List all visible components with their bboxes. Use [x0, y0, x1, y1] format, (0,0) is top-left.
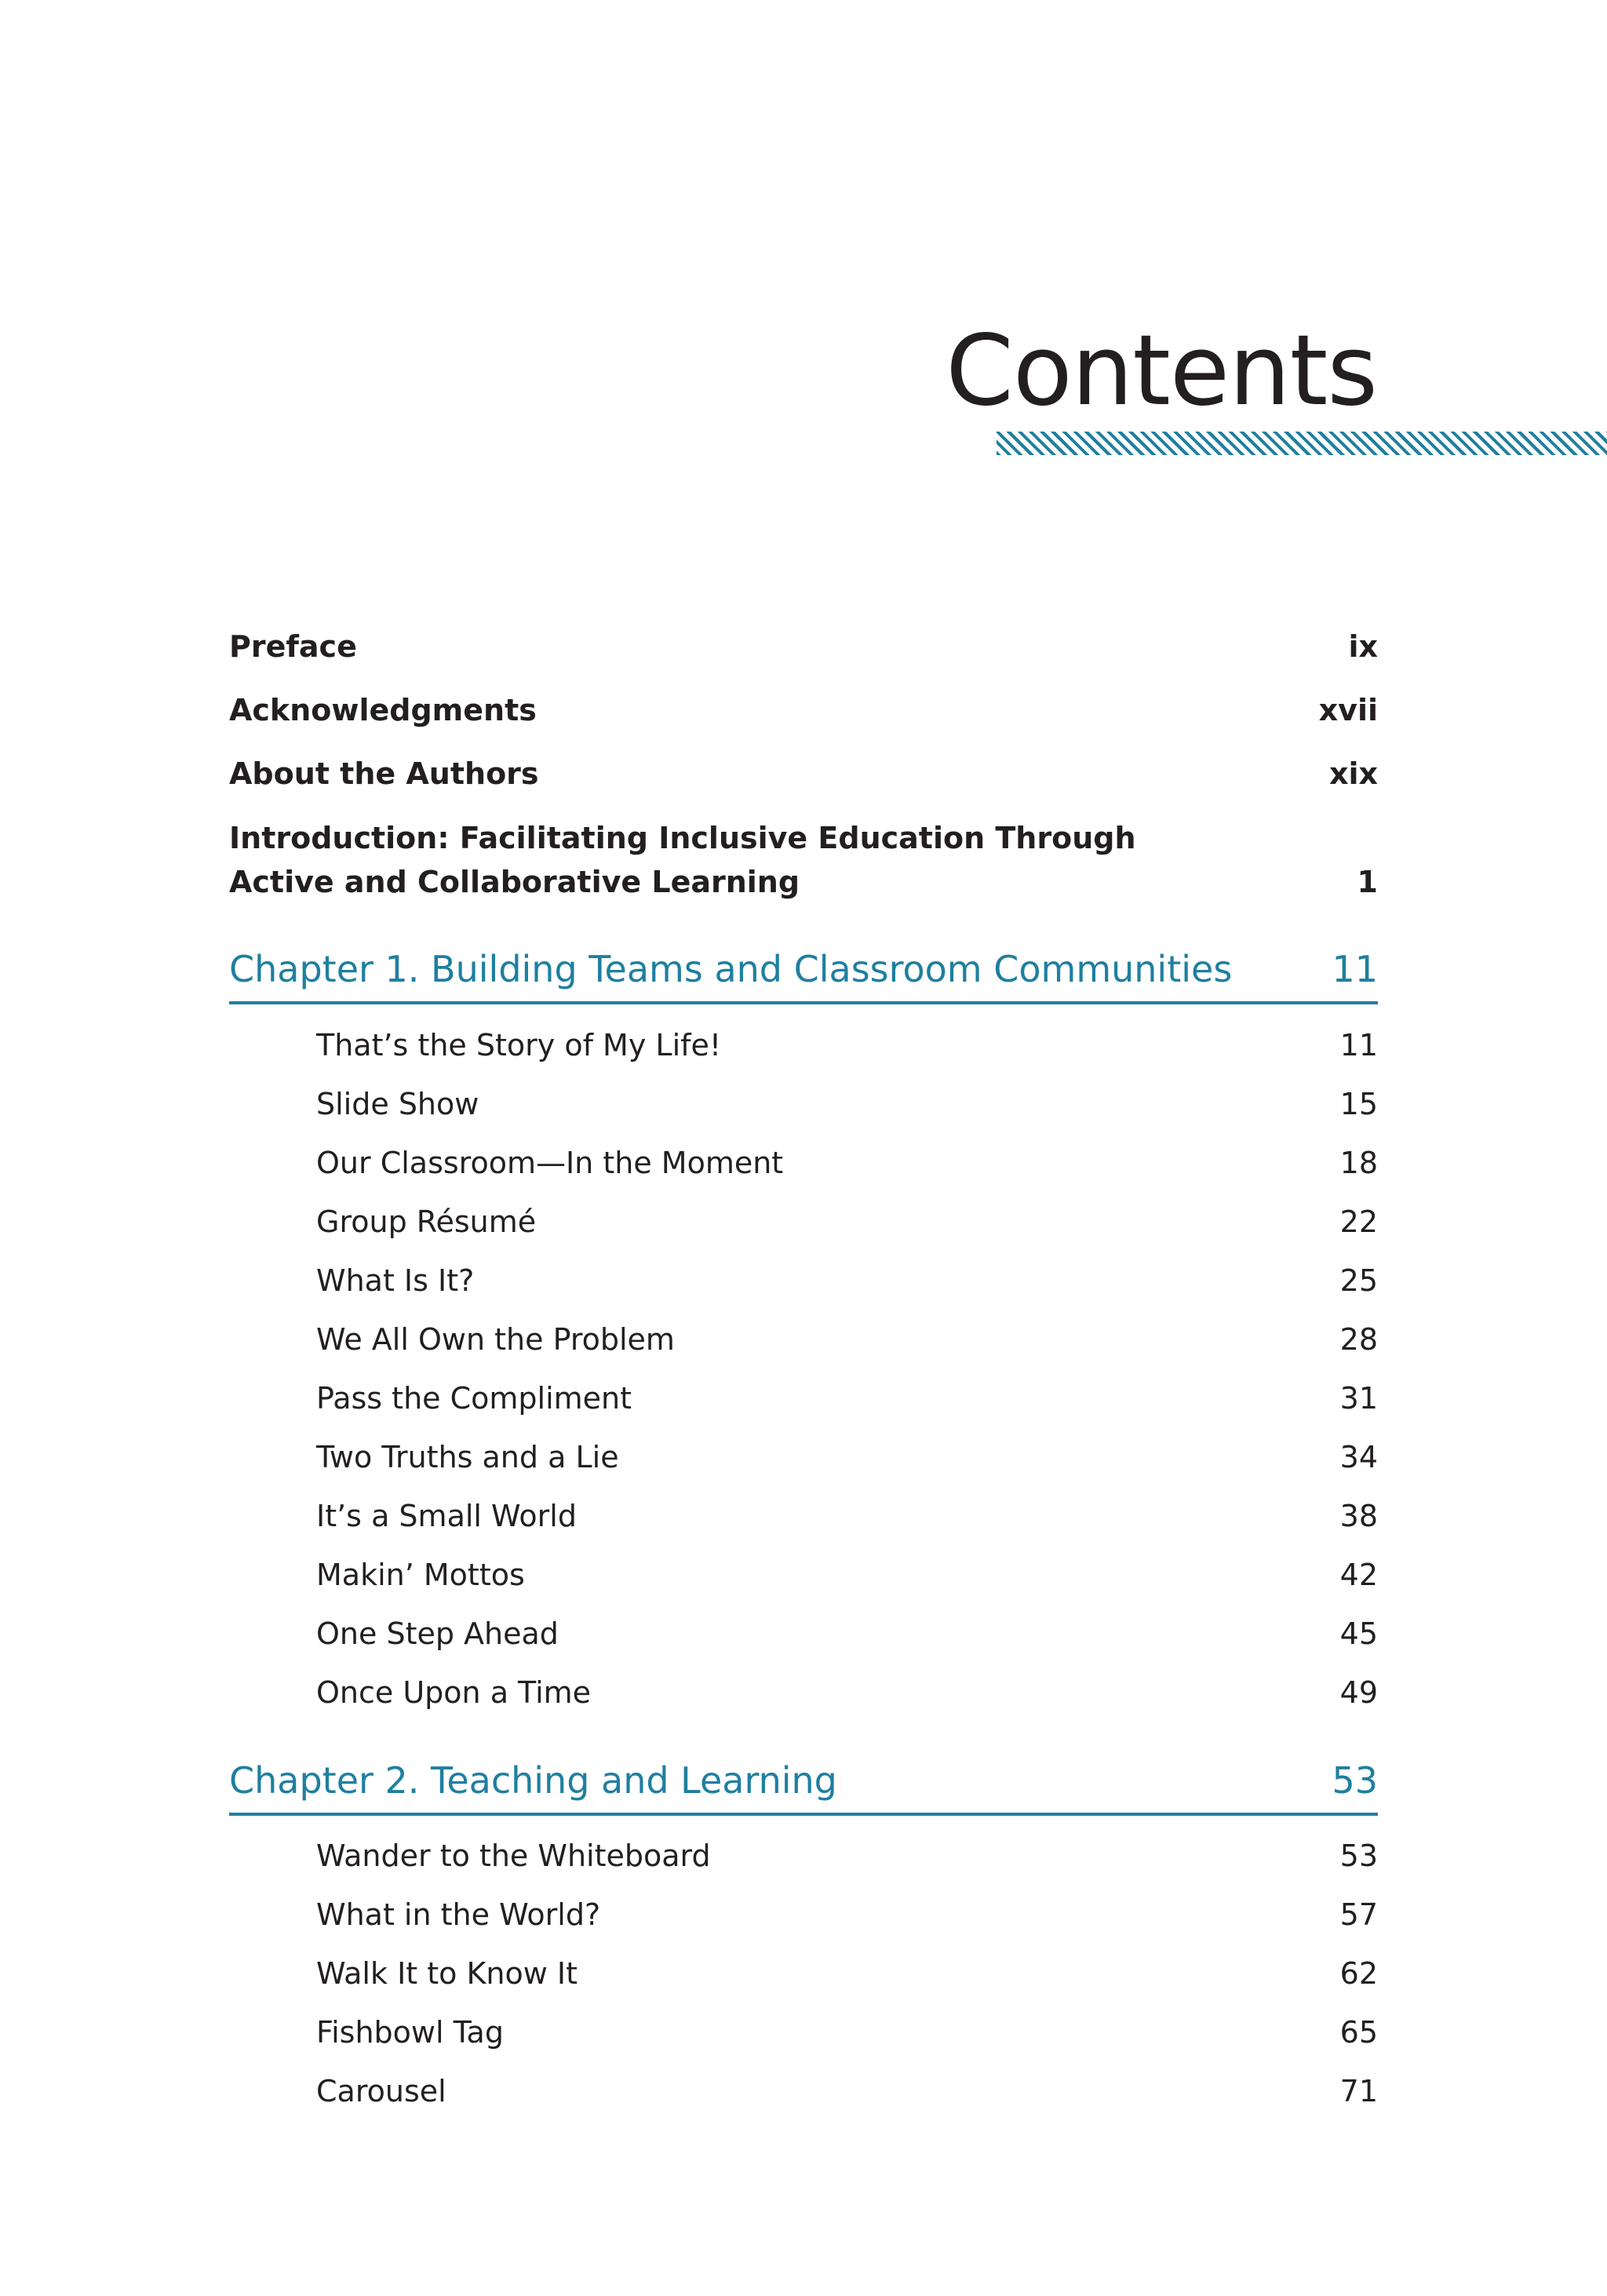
toc-entry-label: Preface [229, 629, 357, 664]
toc-entry-page: xix [1328, 756, 1378, 791]
toc-item-page: 34 [1339, 1440, 1378, 1474]
toc-item[interactable] [316, 1141, 1378, 1185]
toc-entry-label-line2: Active and Collaborative Learning [229, 865, 800, 899]
toc-item-page: 65 [1339, 2015, 1378, 2050]
toc-item-label: One Step Ahead [316, 1616, 559, 1651]
page-title: Contents [946, 315, 1377, 428]
toc-item-label: Two Truths and a Lie [316, 1440, 619, 1474]
toc-item-page: 11 [1339, 1028, 1378, 1062]
toc-item-label: Walk It to Know It [316, 1956, 578, 1991]
toc-entry-acknowledgments[interactable] [229, 688, 1378, 732]
toc-item-page: 28 [1339, 1322, 1378, 1357]
chapter-page: 11 [1332, 948, 1378, 990]
toc-item-page: 15 [1339, 1087, 1378, 1121]
toc-item[interactable] [316, 1671, 1378, 1715]
toc-item-label: That’s the Story of My Life! [316, 1028, 722, 1062]
toc-item-label: It’s a Small World [316, 1499, 577, 1533]
toc-item-label: What in the World? [316, 1897, 601, 1932]
toc-entry-label: Acknowledgments [229, 693, 537, 727]
toc-item[interactable] [316, 2010, 1378, 2054]
toc-item-label: What Is It? [316, 1263, 475, 1298]
toc-item[interactable] [316, 1259, 1378, 1303]
toc-item-label: Our Classroom—In the Moment [316, 1146, 784, 1180]
title-underline-hatch [997, 432, 1607, 455]
toc-entry-about-authors[interactable] [229, 752, 1378, 796]
toc-item-page: 45 [1339, 1616, 1378, 1651]
toc-entry-page: 1 [1357, 865, 1378, 899]
toc-item[interactable] [316, 1317, 1378, 1361]
toc-item-page: 49 [1339, 1675, 1378, 1710]
toc-item-page: 57 [1339, 1897, 1378, 1932]
toc-item-label: Carousel [316, 2074, 446, 2108]
toc-item-label: Once Upon a Time [316, 1675, 592, 1710]
toc-entry-preface[interactable] [229, 625, 1378, 669]
toc-item-page: 53 [1339, 1839, 1378, 1873]
toc-item[interactable] [316, 1553, 1378, 1597]
toc-item[interactable] [316, 1893, 1378, 1937]
toc-entry-page: ix [1348, 629, 1378, 664]
toc-item-label: Pass the Compliment [316, 1381, 632, 1416]
toc-item-label: Fishbowl Tag [316, 2015, 504, 2050]
toc-item[interactable] [316, 1200, 1378, 1244]
toc-item[interactable] [316, 1834, 1378, 1878]
chapter-page: 53 [1332, 1759, 1378, 1802]
toc-item-page: 71 [1339, 2074, 1378, 2108]
toc-item[interactable] [316, 1376, 1378, 1420]
toc-item-page: 22 [1339, 1204, 1378, 1239]
chapter-title: Chapter 2. Teaching and Learning [229, 1759, 837, 1802]
toc-entry-label-line1: Introduction: Facilitating Inclusive Education Through [229, 821, 1136, 855]
toc-item[interactable] [316, 1082, 1378, 1126]
toc-item-label: Slide Show [316, 1087, 479, 1121]
toc-item-page: 25 [1339, 1263, 1378, 1298]
toc-item-page: 62 [1339, 1956, 1378, 1991]
toc-item-page: 38 [1339, 1499, 1378, 1533]
toc-item-page: 18 [1339, 1146, 1378, 1180]
toc-entry-introduction[interactable] [229, 816, 1378, 904]
toc-item[interactable] [316, 2069, 1378, 2113]
toc-item[interactable] [316, 1952, 1378, 1995]
toc-item-page: 31 [1339, 1381, 1378, 1416]
toc-item-page: 42 [1339, 1558, 1378, 1592]
chapter-title: Chapter 1. Building Teams and Classroom Communities [229, 948, 1233, 990]
toc-item-label: Makin’ Mottos [316, 1558, 525, 1592]
toc-item-label: Group Résumé [316, 1204, 537, 1239]
toc-item[interactable] [316, 1435, 1378, 1479]
toc-item[interactable] [316, 1023, 1378, 1067]
toc-item[interactable] [316, 1494, 1378, 1538]
toc-item[interactable] [316, 1612, 1378, 1656]
toc-chapter-1[interactable] [229, 942, 1378, 1004]
toc-entry-label: About the Authors [229, 756, 539, 791]
toc-item-label: We All Own the Problem [316, 1322, 675, 1357]
toc-item-label: Wander to the Whiteboard [316, 1839, 711, 1873]
toc-chapter-2[interactable] [229, 1753, 1378, 1816]
toc-entry-page: xvii [1318, 693, 1378, 727]
